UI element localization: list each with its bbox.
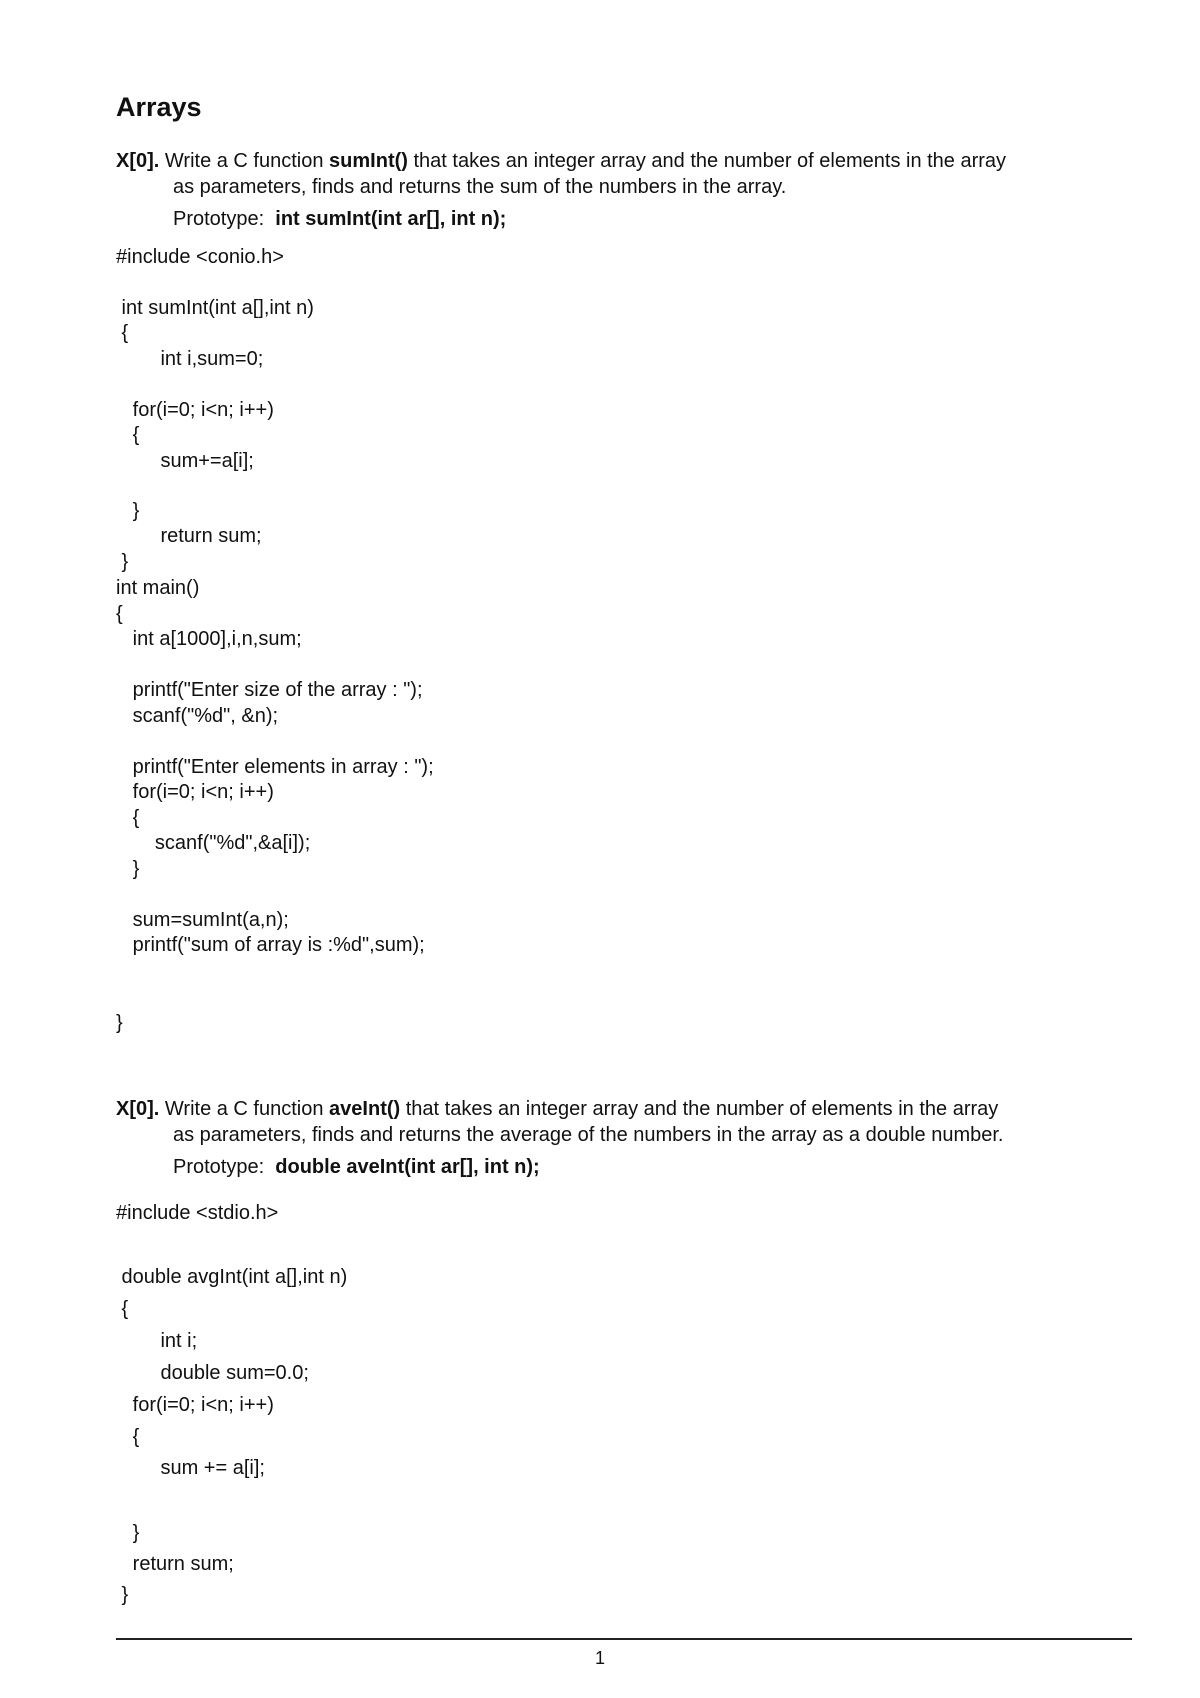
code-line: int main() xyxy=(116,577,200,599)
task-1-prototype: int sumInt(int ar[], int n); xyxy=(275,208,507,230)
code-line: } xyxy=(116,500,140,522)
code-line: double avgInt(int a[],int n) xyxy=(116,1266,348,1288)
task-1-text-before: Write a C function xyxy=(159,150,330,172)
task-2-text-after: that takes an integer array and the number of elements in the array xyxy=(400,1098,999,1120)
task-2-prototype-label: Prototype: xyxy=(173,1156,276,1178)
code-line: { xyxy=(116,807,140,829)
code-line: } xyxy=(116,1012,123,1034)
task-1-function-name: sumInt() xyxy=(329,150,408,172)
code-line: printf("sum of array is :%d",sum); xyxy=(116,934,425,956)
code-line: sum=sumInt(a,n); xyxy=(116,909,289,931)
code-line: printf("Enter elements in array : "); xyxy=(116,756,434,778)
task-2 xyxy=(116,1096,1132,1180)
page-title: Arrays xyxy=(116,92,202,122)
task-2-statement xyxy=(116,1096,1132,1122)
task-2-number: X[0]. xyxy=(116,1098,160,1120)
code-line: return sum; xyxy=(116,1553,234,1575)
task-2-function-name: aveInt() xyxy=(329,1098,401,1120)
task-1 xyxy=(116,148,1132,232)
task-2-prototype: double aveInt(int ar[], int n); xyxy=(275,1156,540,1178)
code-line: { xyxy=(116,603,123,625)
code-line: } xyxy=(116,858,140,880)
code-line: double sum=0.0; xyxy=(116,1362,309,1384)
code-line: #include <stdio.h> xyxy=(116,1202,279,1224)
code-line: for(i=0; i<n; i++) xyxy=(116,399,274,421)
code-line: scanf("%d",&a[i]); xyxy=(116,832,311,854)
task-1-number: X[0]. xyxy=(116,150,160,172)
code-line: { xyxy=(116,424,140,446)
code-line: { xyxy=(116,1298,129,1320)
code-line: int i,sum=0; xyxy=(116,348,264,370)
code-line: for(i=0; i<n; i++) xyxy=(116,781,274,803)
task-1-continuation: as parameters, finds and returns the sum of the numbers in the array. xyxy=(173,176,787,198)
code-line: { xyxy=(116,322,129,344)
code-line: } xyxy=(116,1522,140,1544)
task-2-prototype-line xyxy=(116,1154,1132,1180)
code-line: printf("Enter size of the array : "); xyxy=(116,679,423,701)
code-line: int sumInt(int a[],int n) xyxy=(116,297,314,319)
code-line: { xyxy=(116,1426,140,1448)
code-line: return sum; xyxy=(116,525,262,547)
page-number: 1 xyxy=(594,1648,605,1668)
task-2-text-before: Write a C function xyxy=(159,1098,330,1120)
task-1-prototype-line xyxy=(116,206,1132,232)
task-1-text-after: that takes an integer array and the number of elements in the array xyxy=(407,150,1007,172)
code-line: scanf("%d", &n); xyxy=(116,705,279,727)
code-line: int a[1000],i,n,sum; xyxy=(116,628,302,650)
footer-divider xyxy=(116,1638,1132,1640)
code-line: for(i=0; i<n; i++) xyxy=(116,1394,274,1416)
task-2-continuation: as parameters, finds and returns the average of the numbers in the array as a double number. xyxy=(173,1124,1004,1146)
code-line: sum+=a[i]; xyxy=(116,450,254,472)
code-line: sum += a[i]; xyxy=(116,1457,265,1479)
code-line: } xyxy=(116,551,129,573)
code-line: #include <conio.h> xyxy=(116,246,284,268)
code-line: int i; xyxy=(116,1330,198,1352)
task-1-prototype-label: Prototype: xyxy=(173,208,276,230)
code-line: } xyxy=(116,1584,129,1606)
task-1-statement xyxy=(116,148,1132,174)
